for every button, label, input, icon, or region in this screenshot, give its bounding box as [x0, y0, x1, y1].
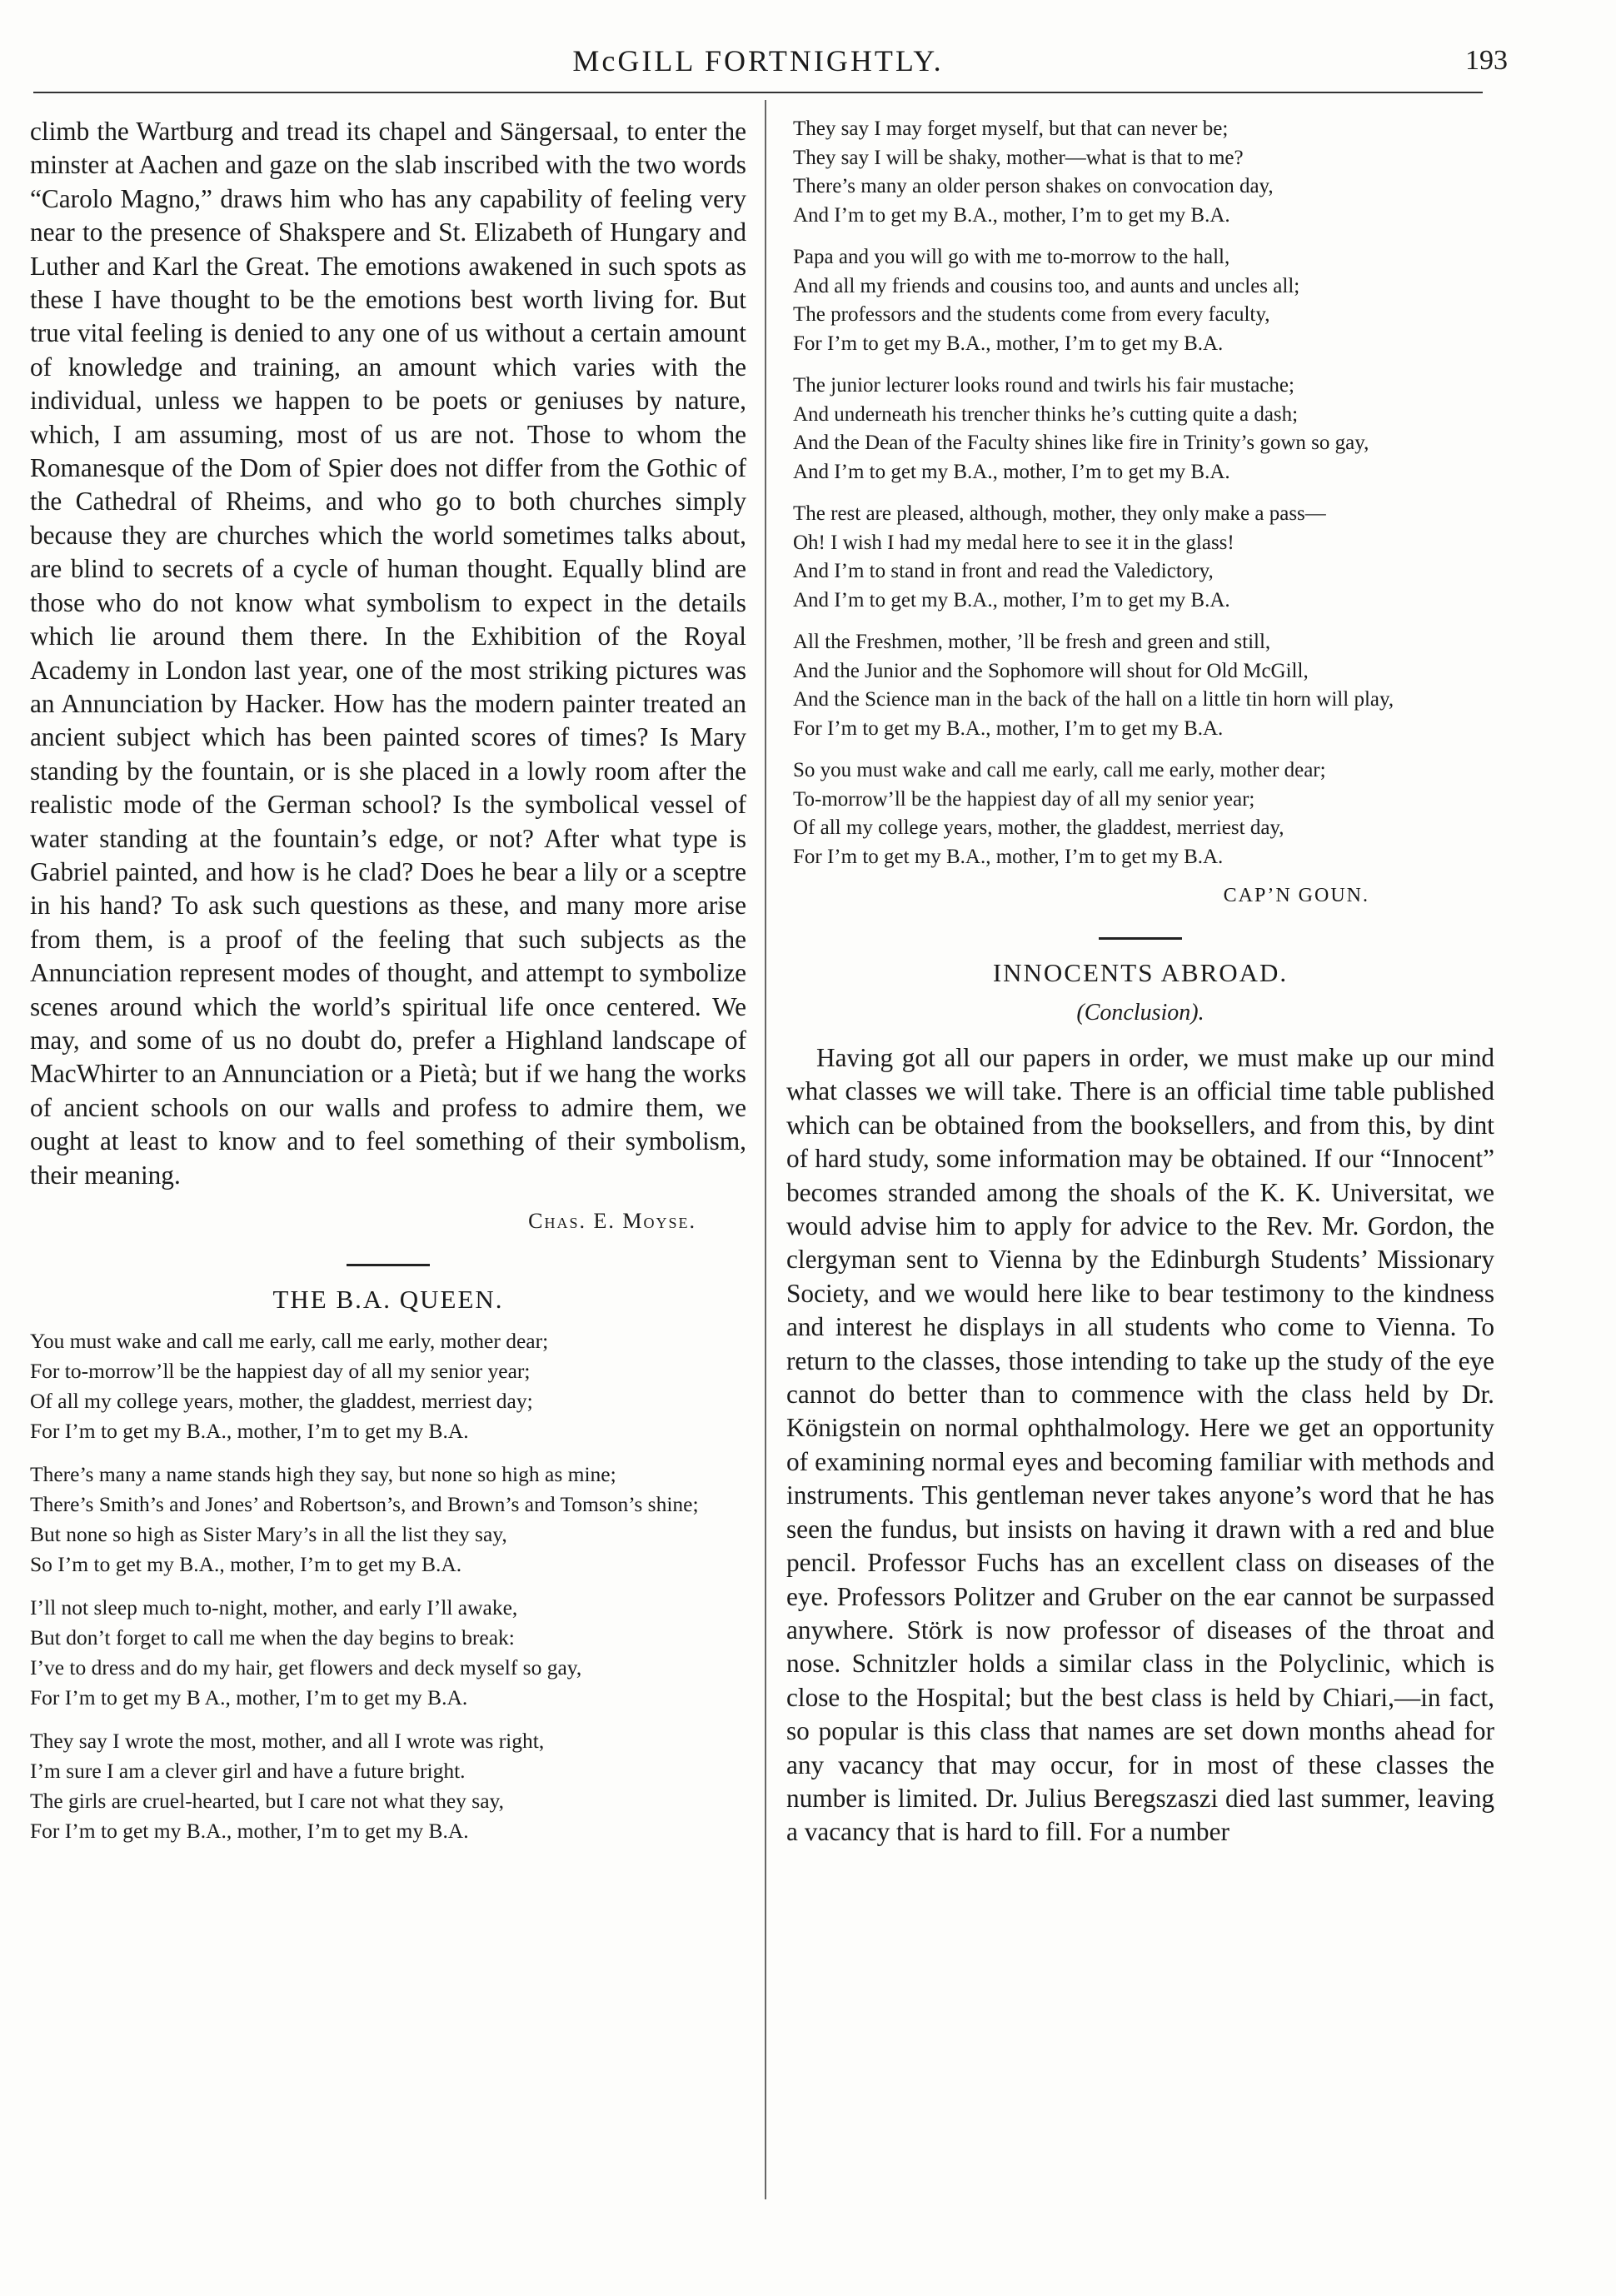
poem-line: For I’m to get my B.A., mother, I’m to get my B.A.: [793, 716, 1224, 740]
poem-line: Of all my college years, mother, the gladdest, merriest day;: [30, 1389, 533, 1413]
poem-line: The professors and the students come from every faculty,: [793, 303, 1270, 326]
poem-line: And I’m to get my B.A., mother, I’m to get my B.A.: [793, 460, 1230, 483]
poem-line: To-morrow’ll be the happiest day of all my senior year;: [793, 787, 1255, 811]
page-number: 193: [1465, 45, 1508, 76]
poem-line: And I’m to stand in front and read the Valedictory,: [793, 560, 1214, 582]
poem-left: [30, 1326, 746, 1846]
poem-line: For I’m to get my B.A., mother, I’m to get my B.A.: [793, 332, 1224, 355]
section-rule: [347, 1264, 430, 1266]
poem-line: There’s Smith’s and Jones’ and Robertson’s, and Brown’s and Tomson’s shine;: [30, 1492, 699, 1516]
poem-stanza: [30, 1726, 746, 1846]
poem-line: So you must wake and call me early, call me early, mother dear;: [793, 759, 1326, 781]
poem-line: Papa and you will go with me to-morrow to the hall,: [793, 246, 1230, 268]
poem-line: For I’m to get my B A., mother, I’m to get my B.A.: [30, 1685, 468, 1710]
poem-line: For to-morrow’ll be the happiest day of all my senior year;: [30, 1359, 531, 1383]
poem-stanza: [30, 1326, 746, 1446]
poem-line: There’s many a name stands high they say, but none so high as mine;: [30, 1462, 616, 1486]
poem-stanza: [793, 628, 1494, 743]
poem-line: And the Junior and the Sophomore will shout for Old McGill,: [793, 659, 1309, 682]
poem-line: I’m sure I am a clever girl and have a future bright.: [30, 1759, 466, 1783]
poem-line: The girls are cruel-hearted, but I care not what they say,: [30, 1789, 505, 1813]
poem-title: THE B.A. QUEEN.: [272, 1285, 504, 1314]
poem-line: But none so high as Sister Mary’s in all the list they say,: [30, 1522, 507, 1546]
page-header: [33, 43, 1508, 93]
poem-stanza: [793, 756, 1494, 871]
poem-line: The rest are pleased, although, mother, they only make a pass—: [793, 502, 1326, 525]
poem-right: [786, 115, 1494, 871]
poem-stanza: [30, 1593, 746, 1713]
poem-line: So I’m to get my B.A., mother, I’m to get my B.A.: [30, 1552, 462, 1576]
article-paragraph: Having got all our papers in order, we must make up our mind what classes we will take. There is an official time table published which can be obtained from the booksellers, and from this, by dint of hard study, some information may be obtained. If our “Innocent” becomes stranded among the shoals of the K. K. Universitat, we would advise him to apply for advice to the Rev. Mr. Gordon, the clergyman sent to Vienna by the Edinburgh Students’ Missionary Society, and we would here like to bear testimony to the kindness and interest he displays in all students who come to Vienna. To return to the classes, those intending to take up the study of the eye cannot do better than to commence with the class held by Dr. Königstein on normal ophthalmology. Here we get an opportunity of examining normal eyes and becoming familiar with methods and instruments. This gentleman never takes anyone’s word that he has seen the fundus, but insists on having it drawn with a red and blue pencil. Professor Fuchs has an excellent class on diseases of the eye. Professors Politzer and Gruber on the ear cannot be surpassed anywhere. Störk is now professor of diseases of the throat and nose. Schnitzler holds a similar class in the Polyclinic, which is close to the Hospital; but the best class is held by Chiari,—in fact, so popular is this class that names are set down months ahead for any vacancy that may occur, for in most of these classes the number is limited. Dr. Julius Beregszaszi died last summer, leaving a vacancy that is hard to fill. For a number: [786, 1043, 1494, 1847]
poem-line: I’ve to dress and do my hair, get flowers and deck myself so gay,: [30, 1655, 582, 1680]
section-rule: [1099, 937, 1182, 940]
article-title: INNOCENTS ABROAD.: [992, 958, 1289, 987]
poem-line: And I’m to get my B.A., mother, I’m to get my B.A.: [793, 203, 1230, 227]
poem-line: You must wake and call me early, call me early, mother dear;: [30, 1329, 549, 1353]
poem-line: Oh! I wish I had my medal here to see it in the glass!: [793, 531, 1234, 554]
essay-signature: Chas. E. Moyse.: [528, 1209, 696, 1233]
poem-line: And all my friends and cousins too, and aunts and uncles all;: [793, 274, 1300, 297]
poem-stanza: [793, 500, 1494, 615]
poem-line: And underneath his trencher thinks he’s cutting quite a dash;: [793, 402, 1299, 426]
poem-stanza: [793, 243, 1494, 358]
poem-line: All the Freshmen, mother, ’ll be fresh and green and still,: [793, 631, 1271, 653]
running-title: McGILL FORTNIGHTLY.: [572, 44, 944, 77]
poem-signature: CAP’N GOUN.: [1223, 885, 1369, 906]
poem-line: For I’m to get my B.A., mother, I’m to get my B.A.: [30, 1819, 469, 1843]
poem-line: They say I will be shaky, mother—what is that to me?: [793, 146, 1244, 169]
poem-stanza: [793, 372, 1494, 487]
article-subtitle: (Conclusion).: [1076, 1000, 1205, 1026]
poem-line: There’s many an older person shakes on convocation day,: [793, 175, 1274, 197]
poem-line: But don’t forget to call me when the day begins to break:: [30, 1625, 515, 1650]
poem-line: Of all my college years, mother, the gladdest, merriest day,: [793, 816, 1284, 839]
essay-continuation: [30, 115, 746, 1192]
poem-line: For I’m to get my B.A., mother, I’m to get my B.A.: [793, 845, 1224, 868]
poem-line: And I’m to get my B.A., mother, I’m to get my B.A.: [793, 588, 1230, 611]
article-body: [786, 1041, 1494, 1849]
poem-line: The junior lecturer looks round and twirls his fair mustache;: [793, 374, 1294, 397]
left-column: [30, 115, 746, 2248]
poem-line: They say I may forget myself, but that can never be;: [793, 117, 1229, 140]
poem-stanza: [793, 115, 1494, 230]
essay-paragraph: climb the Wartburg and tread its chapel and Sängersaal, to enter the minster at Aachen and gaze on the slab inscribed with the two words “Carolo Magno,” draws him who has any capability of feeling very near to the presence of Shakspere and St. Elizabeth of Hungary and Luther and Karl the Great. The emotions awakened in such spots as these I have thought to be the emotions best worth living for. But true vital feeling is denied to any one of us without a certain amount of knowledge and training, an amount which varies with the individual, unless we happen to be poets or geniuses by nature, which, I am assuming, most of us are not. Those to whom the Romanesque of the Dom of Spier does not differ from the Gothic of the Cathedral of Rheims, and who go to both churches simply because they are churches which the world sometimes talks about, are blind to secrets of a cycle of human thought. Equally blind are those who do not know what symbolism to expect in the details which lie around them there. In the Exhibition of the Royal Academy in London last year, one of the most striking pictures was an Annunciation by Hacker. How has the modern painter treated an ancient subject which has been painted scores of times? Is Mary standing by the fountain, or is she placed in a lowly room after the realistic mode of the German school? Is the symbolical vessel of water standing at the fountain’s edge, or not? After what type is Gabriel painted, and how is he clad? Does he bear a lily or a sceptre in his hand? To ask such questions as these, and many more arise from them, is a proof of the feeling that such subjects as the Annunciation represent modes of thought, and attempt to symbolize scenes around which the world’s spiritual life once centered. We may, and some of us no doubt do, prefer a Highland landscape of MacWhirter to an Annunciation or a Pietà; but if we hang the works of ancient schools on our walls and profess to admire them, we ought at least to know and to feel something of their symbolism, their meaning.: [30, 117, 746, 1190]
poem-line: For I’m to get my B.A., mother, I’m to get my B.A.: [30, 1419, 469, 1443]
column-divider: [765, 100, 766, 2199]
poem-line: And the Dean of the Faculty shines like fire in Trinity’s gown so gay,: [793, 432, 1369, 454]
poem-stanza: [30, 1460, 746, 1580]
poem-line: They say I wrote the most, mother, and all I wrote was right,: [30, 1729, 545, 1753]
poem-line: And the Science man in the back of the hall on a little tin horn will play,: [793, 688, 1394, 711]
header-rule: [33, 92, 1483, 93]
right-column: [786, 115, 1494, 2248]
poem-line: I’ll not sleep much to-night, mother, and early I’ll awake,: [30, 1595, 518, 1620]
